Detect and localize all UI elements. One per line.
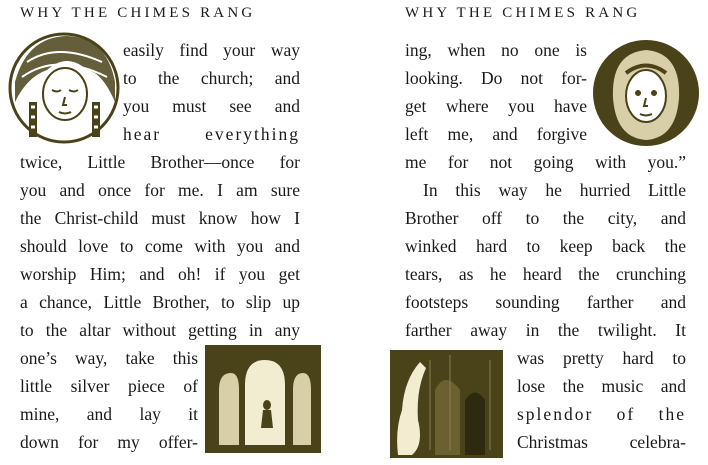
text-line: tears, as he heard the crunching	[405, 264, 686, 284]
text-line: you must see and	[123, 96, 300, 116]
text-line: ing, when no one is	[405, 40, 587, 60]
text-line: worship Him; and oh! if you get	[20, 264, 300, 284]
text-line: Christmas celebra-	[517, 432, 686, 452]
running-head: WHY THE CHIMES RANG	[405, 5, 641, 21]
text-line: me for not going with you.”	[405, 152, 686, 172]
text-line: was pretty hard to	[517, 348, 686, 368]
running-head: WHY THE CHIMES RANG	[20, 5, 256, 21]
text-line: lose the music and	[517, 376, 686, 396]
text-line: Brother off to the city, and	[405, 208, 686, 228]
text-line: a chance, Little Brother, to slip up	[20, 292, 300, 312]
text-line: easily find your way	[123, 40, 300, 60]
text-line: one’s way, take this	[20, 348, 198, 368]
text-line: left me, and forgive	[405, 124, 587, 144]
text-line: farther away in the twilight. It	[405, 320, 686, 340]
text-line: should love to come with you and	[20, 236, 300, 256]
boy-portrait-illustration	[591, 38, 701, 148]
text-line: winked hard to keep back the	[405, 236, 686, 256]
text-line: to the church; and	[123, 68, 300, 88]
text-line: twice, Little Brother—once for	[20, 152, 300, 172]
text-line: little silver piece of	[20, 376, 198, 396]
text-line: mine, and lay it	[20, 404, 198, 424]
text-line: to the altar without getting in any	[20, 320, 300, 340]
text-line: footsteps sounding farther and	[405, 292, 686, 312]
church-interior-illustration	[205, 345, 321, 453]
text-line: hear everything	[123, 124, 300, 144]
text-line: In this way he hurried Little	[423, 180, 686, 200]
text-line: get where you have	[405, 96, 587, 116]
text-line: you and once for me. I am sure	[20, 180, 300, 200]
text-line: the Christ-child must know how I	[20, 208, 300, 228]
figures-in-snow-illustration	[390, 350, 503, 458]
text-line: down for my offer-	[20, 432, 198, 452]
text-line: splendor of the	[517, 404, 686, 424]
text-line: looking. Do not for-	[405, 68, 587, 88]
girl-portrait-illustration	[7, 32, 121, 144]
